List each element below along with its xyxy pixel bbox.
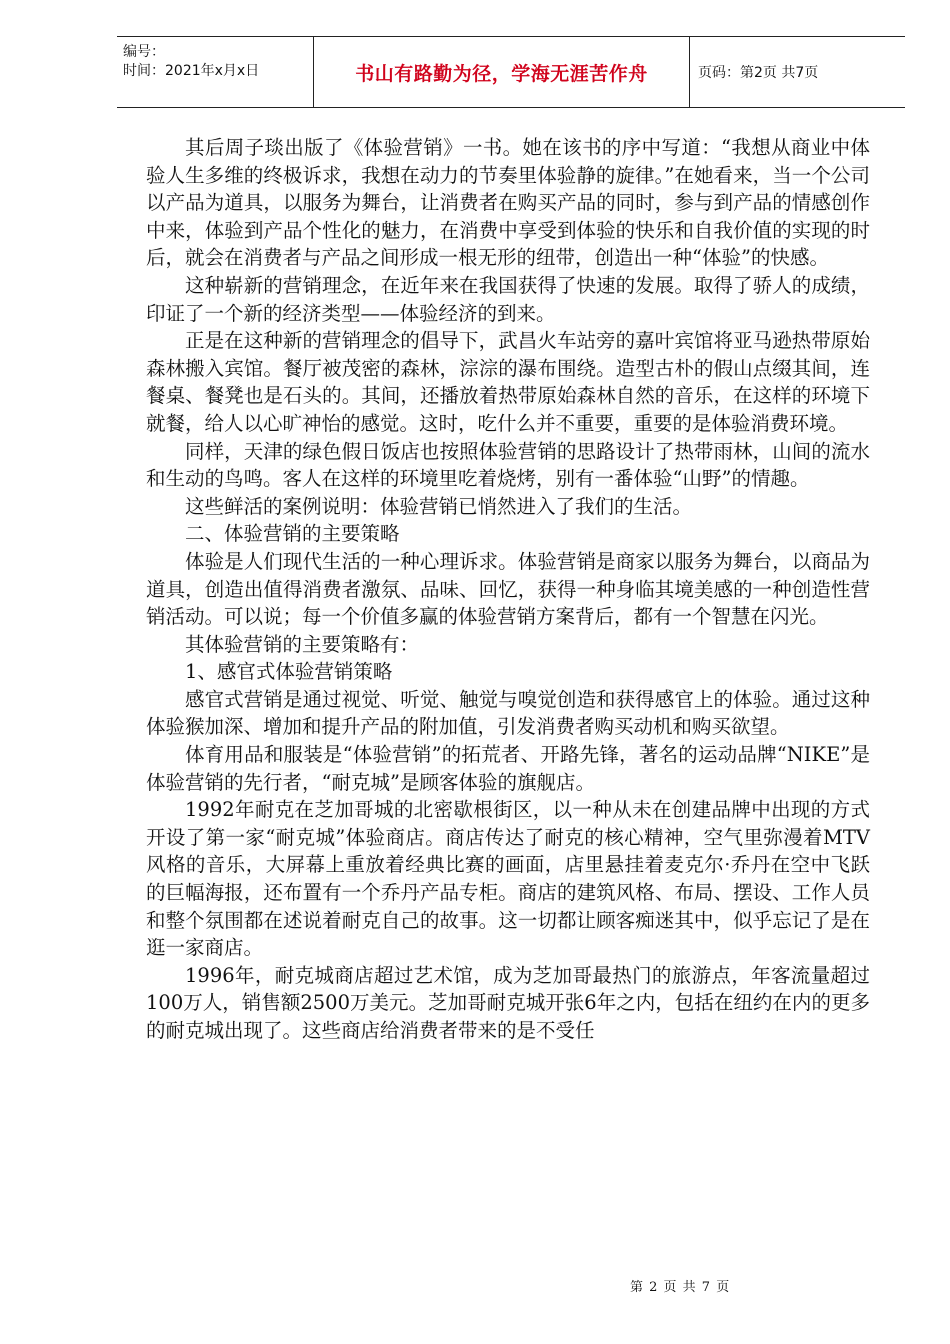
paragraph: 体育用品和服装是“体验营销”的拓荒者、开路先锋，著名的运动品牌“NIKE”是体验营销的先行者，“耐克城”是顾客体验的旗舰店。 [146, 743, 870, 794]
page-footer: 第 2 页 共 7 页 [630, 1280, 731, 1295]
paragraph: 体验是人们现代生活的一种心理诉求。体验营销是商家以服务为舞台，以商品为道具，创造出值得消费者激氛、品味、回忆，获得一种身临其境美感的一种创造性营销活动。可以说；每一个价值多赢的体验营销方案背后，都有一个智慧在闪光。 [146, 549, 870, 629]
paragraph: 感官式营销是通过视觉、听觉、触觉与嗅觉创造和获得感官上的体验。通过这种体验猴加深、增加和提升产品的附加值，引发消费者购买动机和购买欲望。 [146, 687, 870, 739]
subsection-heading: 1、感官式体验营销策略 [185, 660, 393, 684]
header-meta [117, 37, 314, 107]
paragraph: 这些鲜活的案例说明：体验营销已悄然进入了我们的生活。 [185, 494, 693, 518]
paragraph: 1992年耐克在芝加哥城的北密歇根街区，以一种从未在创建品牌中出现的方式开设了第一家“耐克城”体验商店。商店传达了耐克的核心精神，空气里弥漫着MTV风格的音乐，大屏幕上重放着经典比赛的画面，店里悬挂着麦克尔·乔丹在空中飞跃的巨幅海报，还布置有一个乔丹产品专柜。商店的建筑风格、布局、摆设、工作人员和整个氛围都在述说着耐克自己的故事。这一切都让顾客痴迷其中，似乎忘记了是在逛一家商店。 [146, 798, 870, 960]
document-time-label: 时间：2021年x月x日 [123, 63, 260, 79]
paragraph: 同样，天津的绿色假日饭店也按照体验营销的思路设计了热带雨林，山间的流水和生动的鸟鸣。客人在这样的环境里吃着烧烤，别有一番体验“山野”的情趣。 [146, 439, 870, 491]
page-header [117, 36, 905, 108]
paragraph: 正是在这种新的营销理念的倡导下，武昌火车站旁的嘉叶宾馆将亚马逊热带原始森林搬入宾馆。餐厅被茂密的森林，淙淙的瀑布围绕。造型古朴的假山点缀其间，连餐桌、餐凳也是石头的。其间，还播放着热带原始森林自然的音乐，在这样的环境下就餐，给人以心旷神怡的感觉。这时，吃什么并不重要，重要的是体验消费环境。 [146, 329, 870, 435]
paragraph: 这种崭新的营销理念，在近年来在我国获得了快速的发展。取得了骄人的成绩，印证了一个新的经济类型——体验经济的到来。 [146, 273, 870, 325]
header-motto: 书山有路勤为径，学海无涯苦作舟 [314, 37, 690, 107]
header-page-info: 页码：第2页 共7页 [698, 65, 819, 81]
section-heading: 二、体验营销的主要策略 [185, 522, 400, 546]
document-number-label: 编号： [123, 44, 165, 60]
paragraph: 1996年，耐克城商店超过艺术馆，成为芝加哥最热门的旅游点，年客流量超过100万人，销售额2500万美元。芝加哥耐克城开张6年之内，包括在纽约在内的更多的耐克城出现了。这些商店给消费者带来的是不受任 [146, 963, 870, 1042]
paragraph: 其体验营销的主要策略有： [185, 632, 420, 656]
paragraph: 其后周子琰出版了《体验营销》一书。她在该书的序中写道：“我想从商业中体验人生多维的终极诉求，我想在动力的节奏里体验静的旋律。”在她看来，当一个公司以产品为道具，以服务为舞台，让消费者在购买产品的同时，参与到产品的情感创作中来，体验到产品个性化的魅力，在消费中享受到体验的快乐和自我价值的实现的时后，就会在消费者与产品之间形成一根无形的纽带，创造出一种“体验”的快感。 [146, 136, 870, 270]
document-body [146, 134, 870, 1045]
